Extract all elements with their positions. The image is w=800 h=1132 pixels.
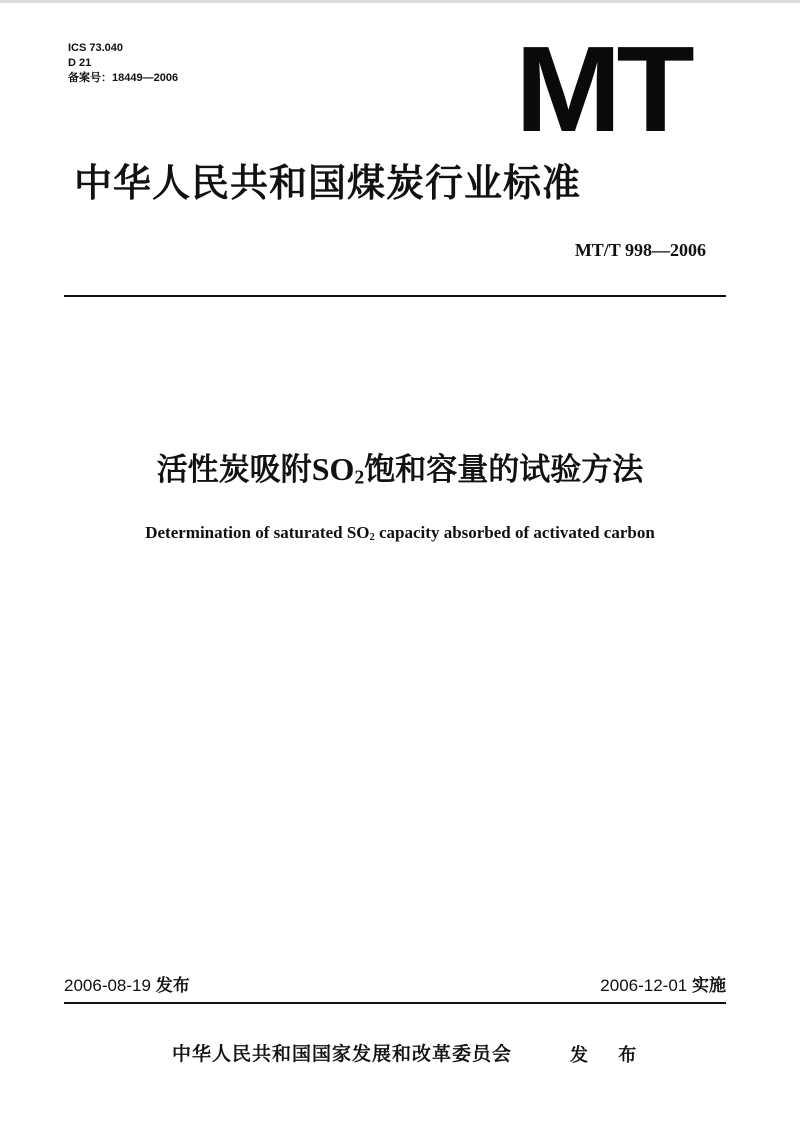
title-cn-chem-symbol: SO bbox=[311, 451, 355, 487]
title-cn-suffix: 饱和容量的试验方法 bbox=[364, 452, 644, 488]
classification-block bbox=[68, 41, 178, 86]
page-top-border bbox=[0, 0, 800, 3]
publishing-authority: 中华人民共和国国家发展和改革委员会 bbox=[172, 1043, 513, 1065]
implement-date-group bbox=[600, 974, 726, 998]
title-cn-prefix: 活性炭吸附 bbox=[156, 452, 312, 488]
document-title-english bbox=[0, 521, 800, 545]
date-row bbox=[64, 974, 726, 998]
header-divider bbox=[64, 295, 726, 297]
issue-date: 2006-08-19 bbox=[64, 976, 151, 995]
title-cn-chem-subscript: 2 bbox=[354, 466, 365, 489]
record-number: 备案号：18449—2006 bbox=[68, 72, 179, 84]
footer-divider bbox=[64, 1002, 726, 1004]
title-en-prefix: Determination of saturated SO bbox=[145, 523, 370, 542]
standard-category-title: 中华人民共和国煤炭行业标准 bbox=[74, 161, 582, 205]
implement-date: 2006-12-01 bbox=[600, 976, 688, 995]
title-en-suffix: capacity absorbed of activated carbon bbox=[374, 523, 655, 542]
title-cn-chem bbox=[312, 451, 365, 487]
issue-label: 发布 bbox=[155, 976, 190, 996]
publish-label: 发 布 bbox=[570, 1045, 649, 1066]
mt-logo: MT bbox=[515, 21, 690, 157]
standard-number: MT/T 998—2006 bbox=[574, 240, 706, 260]
ccs-code: D 21 bbox=[68, 57, 92, 69]
document-title-chinese bbox=[0, 448, 800, 491]
issue-date-group bbox=[64, 974, 190, 998]
implement-label: 实施 bbox=[692, 976, 726, 996]
ics-code: ICS 73.040 bbox=[68, 42, 124, 54]
title-en-subscript: 2 bbox=[369, 531, 375, 543]
